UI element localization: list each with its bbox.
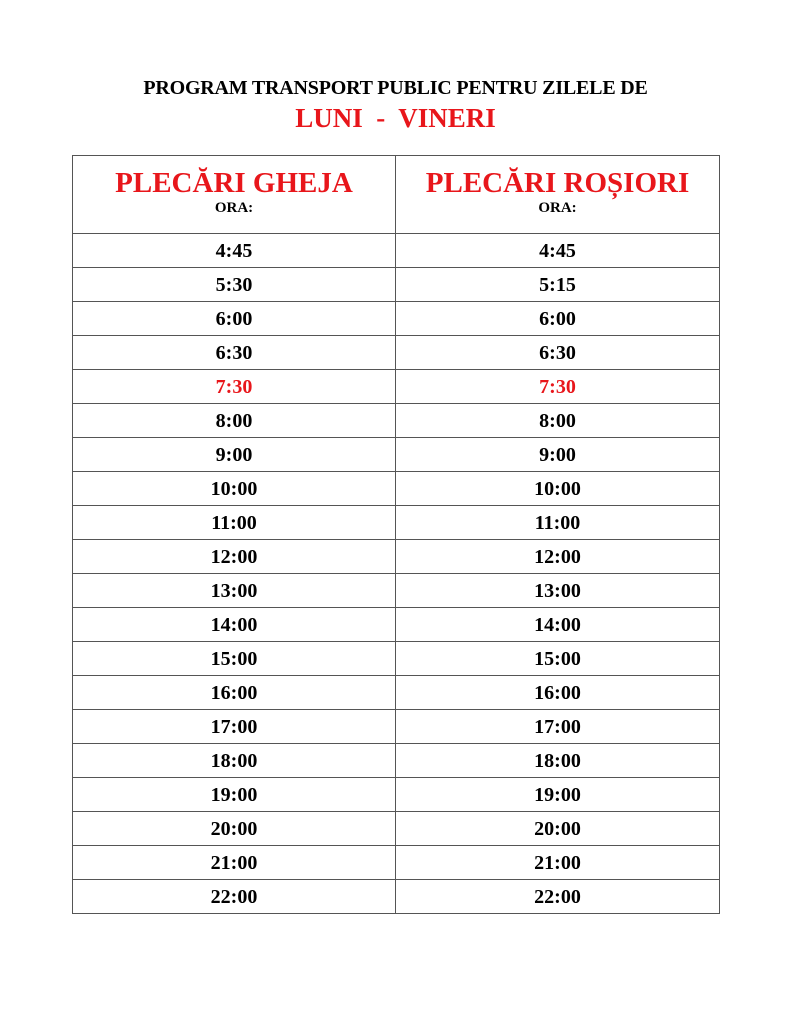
- header-rosiori-title: PLECĂRI ROȘIORI: [425, 166, 690, 199]
- departure-time-gheja: 6:00: [73, 302, 396, 336]
- table-header-row: [73, 156, 720, 234]
- table-row: [73, 812, 720, 846]
- departure-time-gheja: 21:00: [73, 846, 396, 880]
- departure-time-rosiori: 19:00: [396, 778, 720, 812]
- departure-time-gheja: 13:00: [73, 574, 396, 608]
- departure-time-rosiori: 5:15: [396, 268, 720, 302]
- schedule-table: [72, 155, 720, 914]
- table-row: [73, 880, 720, 914]
- header-gheja-title: PLECĂRI GHEJA: [115, 166, 353, 199]
- departure-time-rosiori: 11:00: [396, 506, 720, 540]
- departure-time-gheja: 6:30: [73, 336, 396, 370]
- departure-time-rosiori: 6:00: [396, 302, 720, 336]
- departure-time-rosiori: 22:00: [396, 880, 720, 914]
- table-row: [73, 676, 720, 710]
- table-row: [73, 234, 720, 268]
- header-gheja: [73, 156, 396, 234]
- departure-time-rosiori: 9:00: [396, 438, 720, 472]
- departure-time-rosiori: 16:00: [396, 676, 720, 710]
- departure-time-rosiori: 6:30: [396, 336, 720, 370]
- table-row: [73, 438, 720, 472]
- departure-time-rosiori: 21:00: [396, 846, 720, 880]
- departure-time-gheja: 10:00: [73, 472, 396, 506]
- departure-time-rosiori: 20:00: [396, 812, 720, 846]
- departure-time-gheja: 8:00: [73, 404, 396, 438]
- departure-time-rosiori: 4:45: [396, 234, 720, 268]
- table-row: [73, 608, 720, 642]
- departure-time-gheja: 12:00: [73, 540, 396, 574]
- departure-time-gheja: 11:00: [73, 506, 396, 540]
- departure-time-rosiori: 7:30: [396, 370, 720, 404]
- departure-time-gheja: 15:00: [73, 642, 396, 676]
- table-row: [73, 778, 720, 812]
- table-row: [73, 846, 720, 880]
- departure-time-gheja: 19:00: [73, 778, 396, 812]
- departure-time-rosiori: 8:00: [396, 404, 720, 438]
- departure-time-gheja: 18:00: [73, 744, 396, 778]
- header-gheja-sub: ORA:: [214, 199, 254, 216]
- departure-time-gheja: 16:00: [73, 676, 396, 710]
- departure-time-gheja: 9:00: [73, 438, 396, 472]
- departure-time-rosiori: 17:00: [396, 710, 720, 744]
- table-row: [73, 472, 720, 506]
- departure-time-gheja: 20:00: [73, 812, 396, 846]
- departure-time-gheja: 4:45: [73, 234, 396, 268]
- table-row: [73, 268, 720, 302]
- table-row: [73, 370, 720, 404]
- departure-time-gheja: 17:00: [73, 710, 396, 744]
- departure-time-rosiori: 14:00: [396, 608, 720, 642]
- departure-time-rosiori: 18:00: [396, 744, 720, 778]
- table-row: [73, 574, 720, 608]
- table-row: [73, 710, 720, 744]
- departure-time-rosiori: 13:00: [396, 574, 720, 608]
- header-rosiori-sub: ORA:: [538, 199, 577, 216]
- table-row: [73, 506, 720, 540]
- departure-time-rosiori: 10:00: [396, 472, 720, 506]
- header-rosiori: [396, 156, 720, 234]
- table-row: [73, 336, 720, 370]
- document-title: PROGRAM TRANSPORT PUBLIC PENTRU ZILELE DE: [143, 77, 648, 99]
- table-row: [73, 404, 720, 438]
- departure-time-gheja: 22:00: [73, 880, 396, 914]
- departure-time-rosiori: 15:00: [396, 642, 720, 676]
- departure-time-gheja: 5:30: [73, 268, 396, 302]
- table-row: [73, 744, 720, 778]
- departure-time-gheja: 7:30: [73, 370, 396, 404]
- table-row: [73, 642, 720, 676]
- departure-time-gheja: 14:00: [73, 608, 396, 642]
- departure-time-rosiori: 12:00: [396, 540, 720, 574]
- days-subtitle: LUNI - VINERI: [295, 103, 496, 133]
- table-row: [73, 302, 720, 336]
- schedule-body: [73, 234, 720, 914]
- table-row: [73, 540, 720, 574]
